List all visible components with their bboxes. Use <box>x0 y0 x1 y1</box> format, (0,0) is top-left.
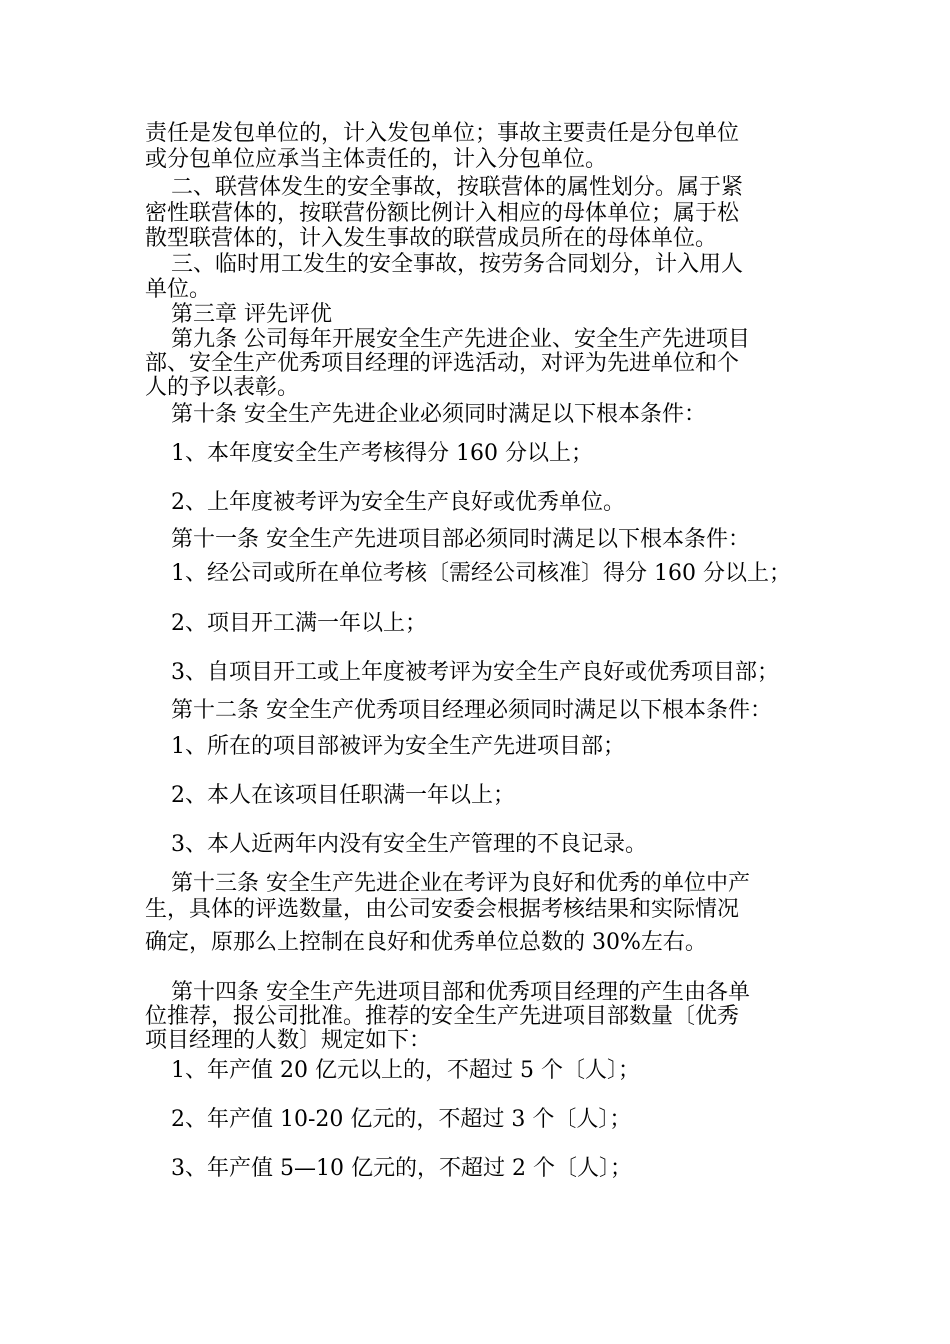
paragraph-line: 生，具体的评选数量，由公司安委会根据考核结果和实际情况 <box>145 897 740 922</box>
paragraph-line: 第十三条 安全生产先进企业在考评为良好和优秀的单位中产 <box>171 871 750 896</box>
paragraph-line: 三、临时用工发生的安全事故，按劳务合同划分，计入用人 <box>171 252 744 277</box>
list-item: 1、经公司或所在单位考核〔需经公司核准〕得分 160 分以上； <box>171 561 791 586</box>
list-item: 3、年产值 5—10 亿元的，不超过 2 个〔人〕； <box>171 1156 632 1181</box>
article-heading: 第十条 安全生产先进企业必须同时满足以下根本条件： <box>171 402 706 427</box>
list-item: 2、本人在该项目任职满一年以上； <box>171 783 515 808</box>
paragraph-line: 位推荐，报公司批准。推荐的安全生产先进项目部数量〔优秀 <box>145 1004 740 1029</box>
list-item: 2、项目开工满一年以上； <box>171 611 427 636</box>
list-item: 1、年产值 20 亿元以上的，不超过 5 个〔人〕； <box>171 1058 640 1083</box>
article-heading: 第十二条 安全生产优秀项目经理必须同时满足以下根本条件： <box>171 698 772 723</box>
list-item: 1、所在的项目部被评为安全生产先进项目部； <box>171 734 625 759</box>
paragraph-line: 或分包单位应承当主体责任的，计入分包单位。 <box>145 147 608 172</box>
list-item: 3、本人近两年内没有安全生产管理的不良记录。 <box>171 832 647 857</box>
paragraph-line: 二、联营体发生的安全事故，按联营体的属性划分。属于紧 <box>171 175 744 200</box>
paragraph-line: 密性联营体的，按联营份额比例计入相应的母体单位；属于松 <box>145 201 740 226</box>
chapter-heading: 第三章 评先评优 <box>171 302 332 327</box>
paragraph-line: 单位。 <box>145 277 212 302</box>
paragraph-line: 责任是发包单位的，计入发包单位；事故主要责任是分包单位 <box>145 121 740 146</box>
paragraph-line: 部、安全生产优秀项目经理的评选活动，对评为先进单位和个 <box>145 351 740 376</box>
paragraph-line: 人的予以表彰。 <box>145 375 300 400</box>
list-item: 1、本年度安全生产考核得分 160 分以上； <box>171 441 593 466</box>
paragraph-line: 项目经理的人数〕规定如下： <box>145 1028 432 1053</box>
paragraph-line: 确定，原那么上控制在良好和优秀单位总数的 30%左右。 <box>145 930 707 955</box>
list-item: 2、上年度被考评为安全生产良好或优秀单位。 <box>171 490 625 515</box>
list-item: 3、自项目开工或上年度被考评为安全生产良好或优秀项目部； <box>171 660 779 685</box>
paragraph-line: 第九条 公司每年开展安全生产先进企业、安全生产先进项目 <box>171 327 750 352</box>
article-heading: 第十一条 安全生产先进项目部必须同时满足以下根本条件： <box>171 527 750 552</box>
paragraph-line: 第十四条 安全生产先进项目部和优秀项目经理的产生由各单 <box>171 980 750 1005</box>
list-item: 2、年产值 10-20 亿元的，不超过 3 个〔人〕； <box>171 1107 632 1132</box>
paragraph-line: 散型联营体的，计入发生事故的联营成员所在的母体单位。 <box>145 226 718 251</box>
